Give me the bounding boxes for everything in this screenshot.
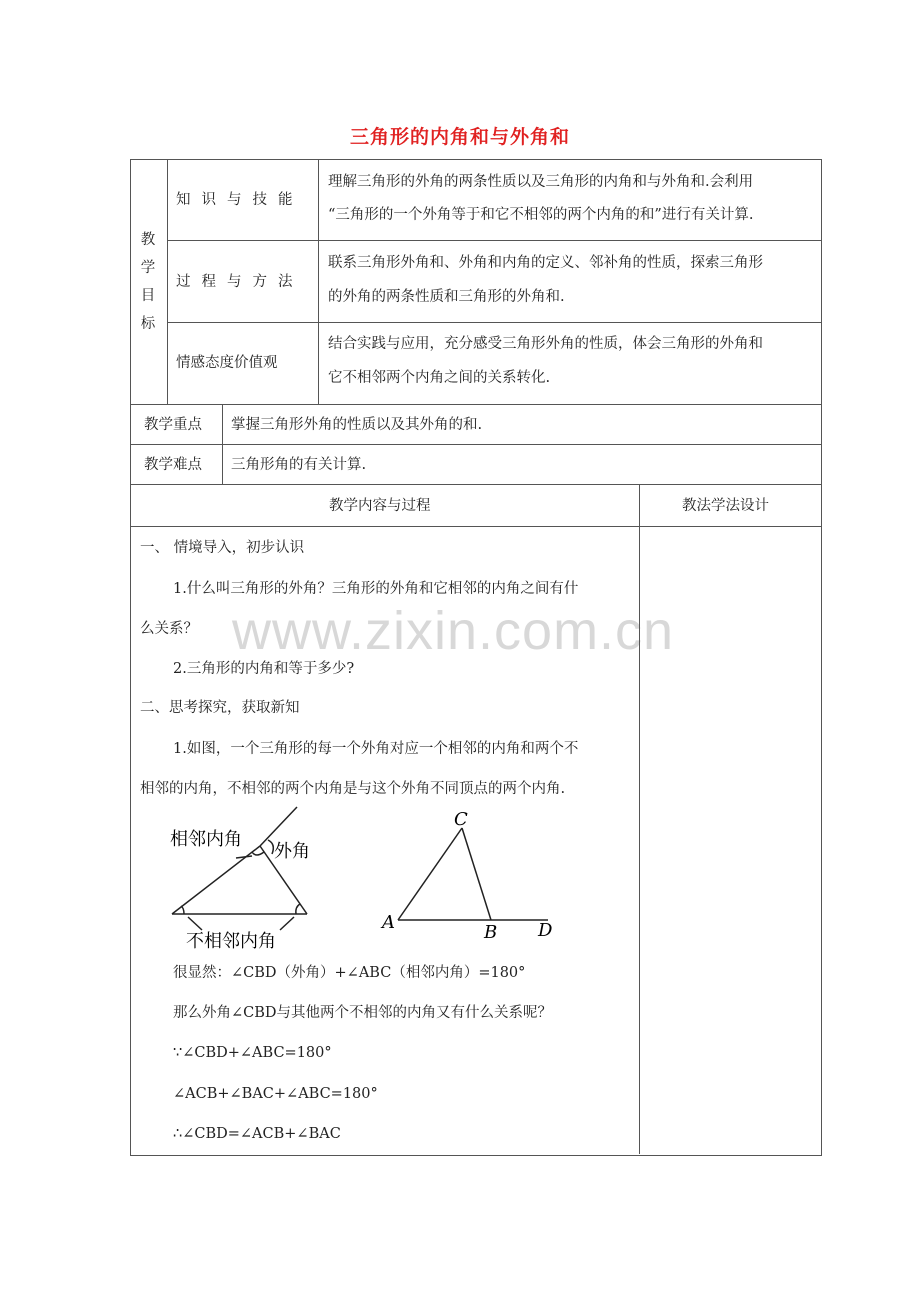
equation-line: ∵∠CBD+∠ABC=180° [173, 1045, 332, 1061]
point-d-label: D [538, 920, 553, 941]
method-column-header: 教法学法设计 [682, 498, 769, 514]
objective-text-line: 它不相邻两个内角之间的关系转化. [328, 370, 551, 386]
equation-line: ∠ACB+∠BAC+∠ABC=180° [173, 1086, 378, 1102]
paragraph-line: 1.什么叫三角形的外角？三角形的外角和它相邻的内角之间有什 [173, 581, 579, 597]
col-divider [222, 404, 223, 484]
objective-text-line: 结合实践与应用，充分感受三角形外角的性质，体会三角形的外角和 [328, 336, 763, 352]
objectives-header-text: 教学目标 [140, 232, 156, 332]
row-divider [167, 322, 821, 323]
exterior-angle-figure [160, 800, 360, 960]
page-title: 三角形的内角和与外角和 [349, 126, 570, 148]
objectives-header [140, 226, 156, 338]
col-divider [318, 159, 319, 404]
col-divider [639, 484, 640, 1154]
objective-text-line: 理解三角形的外角的两条性质以及三角形的内角和与外角和.会利用 [328, 174, 754, 190]
difficulty-label: 教学难点 [144, 457, 202, 473]
process-column-header: 教学内容与过程 [329, 498, 431, 514]
vertex-a-label: A [382, 912, 395, 933]
key-point-text: 掌握三角形外角的性质以及其外角的和. [231, 417, 483, 433]
equation-line: 很显然：∠CBD（外角）+∠ABC（相邻内角）=180° [173, 965, 526, 981]
adjacent-angle-label: 相邻内角 [170, 829, 242, 850]
objective-text-line: 的外角的两条性质和三角形的外角和. [328, 289, 565, 305]
row-divider [130, 484, 821, 485]
difficulty-text: 三角形角的有关计算. [231, 457, 367, 473]
question-line: 那么外角∠CBD与其他两个不相邻的内角又有什么关系呢？ [173, 1005, 553, 1021]
watermark: www.zixin.com.cn [232, 601, 675, 661]
triangle-abc-figure [376, 806, 566, 946]
vertex-b-label: B [484, 922, 498, 943]
paragraph-line: 么关系？ [140, 621, 198, 637]
vertex-c-label: C [454, 809, 468, 830]
objective-label-process: 过程与方法 [176, 274, 304, 290]
exterior-angle-label: 外角 [274, 841, 310, 862]
key-point-label: 教学重点 [144, 417, 202, 433]
paragraph-line: 2.三角形的内角和等于多少? [173, 661, 355, 677]
col-divider [167, 159, 168, 404]
section-heading: 一、 情境导入，初步认识 [140, 540, 305, 556]
equation-line: ∴∠CBD=∠ACB+∠BAC [173, 1126, 341, 1142]
objective-label-knowledge: 知识与技能 [176, 192, 304, 208]
row-divider [130, 444, 821, 445]
paragraph-line: 1.如图，一个三角形的每一个外角对应一个相邻的内角和两个不 [173, 741, 579, 757]
objective-text-line: “三角形的一个外角等于和它不相邻的两个内角的和”进行有关计算. [328, 207, 754, 223]
section-heading: 二、思考探究，获取新知 [140, 700, 300, 716]
paragraph-line: 相邻的内角，不相邻的两个内角是与这个外角不同顶点的两个内角. [140, 781, 566, 797]
objective-text-line: 联系三角形外角和、外角和内角的定义、邻补角的性质，探索三角形 [328, 255, 763, 271]
objective-label-attitude: 情感态度价值观 [176, 355, 278, 371]
nonadjacent-angle-label: 不相邻内角 [186, 931, 276, 952]
row-divider [167, 240, 821, 241]
row-divider [130, 404, 821, 405]
row-divider [130, 526, 821, 527]
